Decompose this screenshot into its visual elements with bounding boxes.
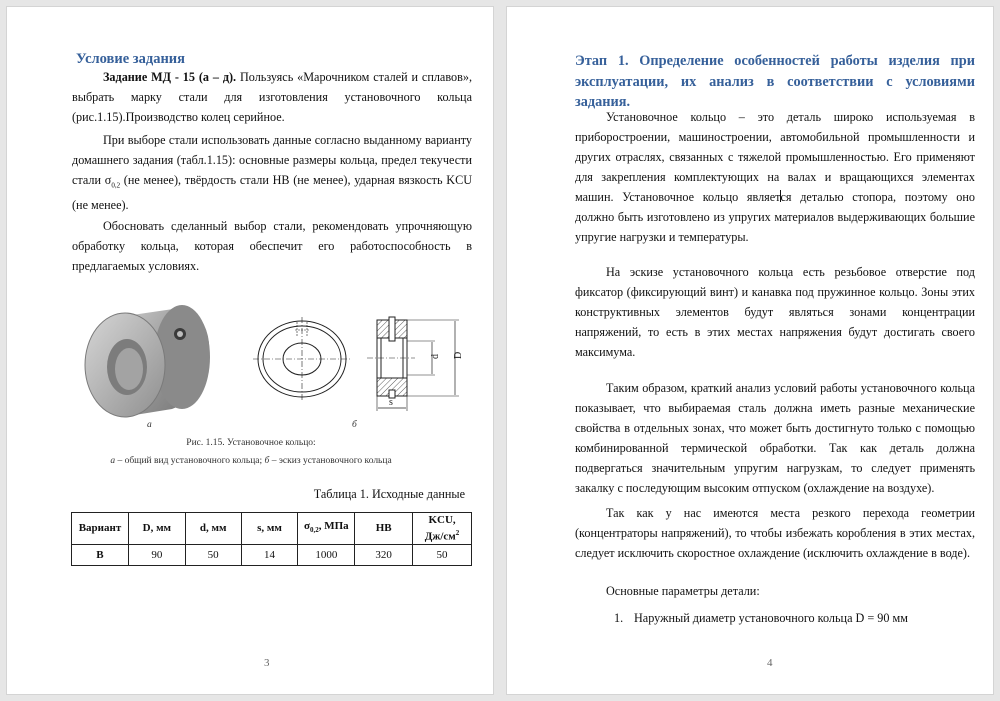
figure-label-b: б [352,420,357,430]
sigma-sub: 0,2 [309,526,319,535]
header-D: D, мм [128,513,185,545]
header-d: d, мм [185,513,241,545]
data-text-1: При выборе стали использовать данные согласно выданному варианту домашнего задания (табл.1.15): основные размеры кольца, предел текучести стали σ [72,133,472,187]
page-number: 4 [767,657,773,669]
svg-text:d: d [430,354,441,359]
task-text: Пользуясь «Марочником сталей и сплавов», выбрать марку стали для изготовления установочного кольца (рис.1.15).Производство колец серийное. [72,70,473,124]
header-sigma [298,513,355,545]
header-s: s, мм [241,513,298,545]
caption-text-a: – общий вид установочного кольца; [115,456,265,466]
task-id: Задание МД - 15 (а – д). [103,70,237,84]
ring-front-view [253,317,351,401]
stress-zones-paragraph: На эскизе установочного кольца есть резьбовое отверстие под фиксатор (фиксирующий винт) и канавка под пружинное кольцо. Зоны этих конструктивных элементов будут являться зонами концентрации напряжений, то есть в этих местах напряжения будут достигать своего максимума. [575,265,975,359]
figure-caption-legend [7,456,495,466]
cell-HB: 320 [355,545,413,566]
cell-d: 50 [185,545,241,566]
list-item [614,608,974,628]
table-row [72,545,472,566]
ring-illustrations [77,297,477,422]
cell-variant: В [72,545,129,566]
cell-D: 90 [128,545,185,566]
task-paragraph [72,67,472,127]
svg-text:s: s [389,397,393,408]
kcu-sup: 2 [455,528,460,537]
figure-setting-ring [77,297,477,422]
cooling-paragraph: Так как у нас имеются места резкого перехода геометрии (концентраторы напряжений), то чтобы избежать коробления в этих местах, следует исключить скоростное охлаждение (исключить охлаждение в воде). [575,506,975,560]
table-caption: Таблица 1. Исходные данные [313,487,465,501]
ring-photo [85,305,210,417]
figure-label-a: а [147,420,152,430]
document-page-3[interactable] [6,6,494,695]
cell-KCU: 50 [413,545,472,566]
section-heading: Этап 1. Определение особенностей работы изделия при эксплуатации, их анализ в соответствии с условиями задания. [575,53,975,110]
svg-text:D: D [453,351,464,359]
paragraph-text-1: Установочное кольцо – это деталь широко используемая в приборостроении, машиностроении, автомобильной промышленности и других отраслях, связанных с тяжелой промышленностью. Его применяют для закрепления комплектующих на валах и вращающихся элементах машин. Установочное кольцо являет [575,110,975,204]
sigma-symbol: σ [303,519,310,532]
analysis-paragraph: Таким образом, краткий анализ условий работы установочного кольца показывает, что выбираемая сталь должна иметь разные механические свойства в отдельных зонах, что может быть достигнуто только с помощью комбинированной термической обработки. Так как деталь должна подвергаться значительным упругим нагрузкам, то следует применять закалку с последующим высоким отпуском (охлаждение на воздухе). [575,381,975,495]
data-text-2: (не менее), твёрдость стали НВ (не менее), ударная вязкость KCU (не менее). [72,173,472,213]
ring-section-view [367,317,464,411]
caption-b: б [264,456,270,466]
figure-caption-title: Рис. 1.15. Установочное кольцо: [186,438,316,448]
header-HB: НВ [355,513,413,545]
data-paragraph [72,130,472,215]
header-KCU [413,513,472,545]
list-number: 1. [614,611,624,625]
section-heading: Условие задания [76,51,185,67]
list-text: Наружный диаметр установочного кольца D = 90 мм [634,611,908,625]
sigma-subscript: 0,2 [111,181,121,190]
header-variant: Вариант [72,513,129,545]
parameters-intro: Основные параметры детали: [606,584,760,598]
kcu-label: KCU, [428,513,456,526]
page-number: 3 [264,657,270,669]
source-data-table [71,512,472,566]
ring-description-paragraph [575,107,975,247]
cell-sigma: 1000 [298,545,355,566]
caption-a: а [110,456,116,466]
justification-paragraph: Обосновать сделанный выбор стали, рекомендовать упрочняющую обработку кольца, которая обеспечит его работоспособность в предлагаемых условиях. [72,219,472,273]
kcu-unit: Дж/см [424,530,456,543]
table-header-row [72,513,472,545]
caption-text-b: – эскиз установочного кольца [269,456,392,466]
cell-s: 14 [241,545,298,566]
paragraph-text-2: ся деталью стопора, поэтому оно должно быть изготовлено из упругих материалов выдерживающих большие упругие нагрузки и температуры. [575,190,975,244]
document-page-4[interactable] [506,6,994,695]
sigma-unit: , МПа [318,519,349,532]
